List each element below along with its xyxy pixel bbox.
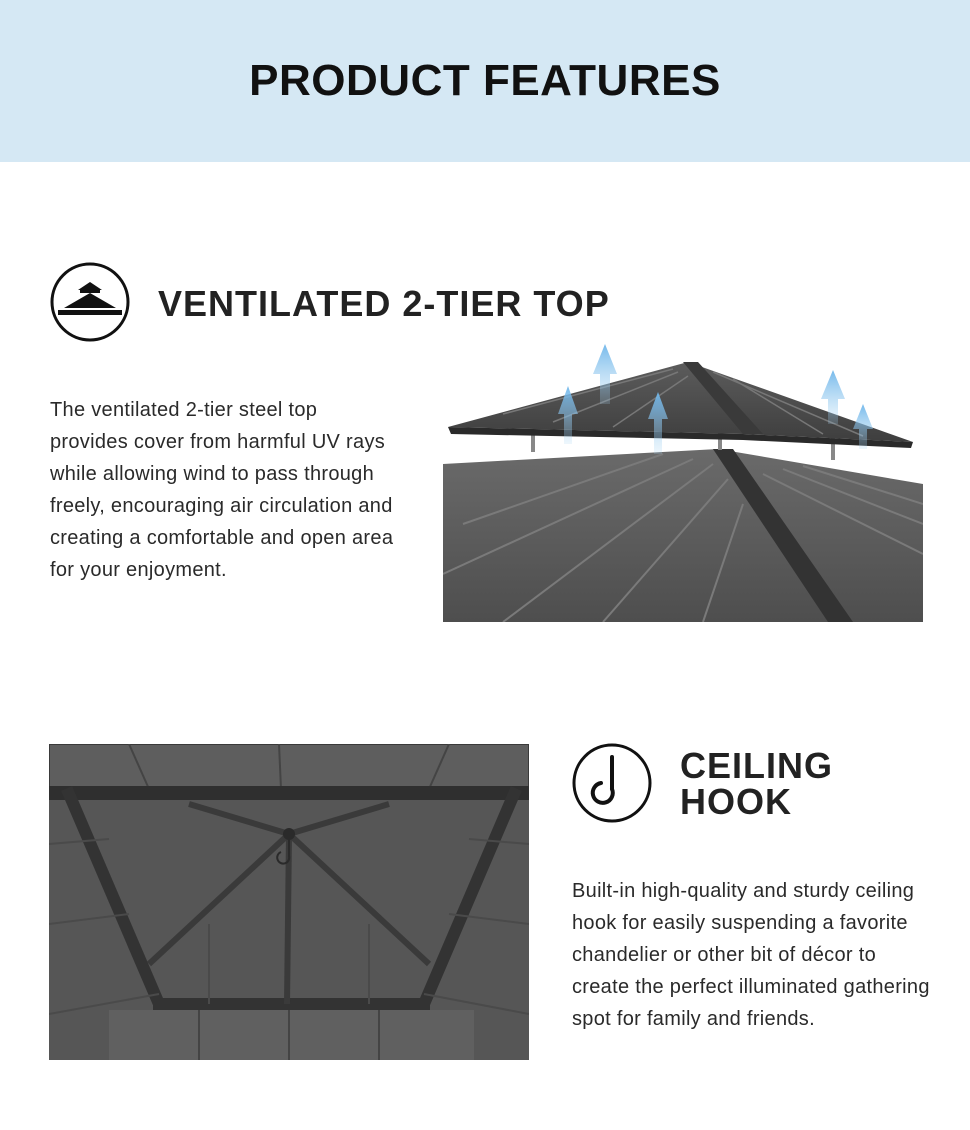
- feature-title-ventilated-top: VENTILATED 2-TIER TOP: [158, 283, 610, 324]
- gazebo-roof-photo: [443, 344, 923, 622]
- header-band: [0, 0, 970, 162]
- gazebo-ceiling-photo: [49, 744, 529, 1060]
- feature-description-ceiling-hook: Built-in high-quality and sturdy ceiling hook for easily suspending a favorite chandelier or other bit of décor to create the perfect illuminated gathering spot for family and friends.: [572, 880, 930, 1030]
- feature-title-ceiling-hook-line2: HOOK: [680, 781, 792, 822]
- feature-title-ceiling-hook-line1: CEILING: [680, 745, 834, 786]
- hook-icon: [572, 743, 652, 823]
- feature-description-ventilated-top: The ventilated 2-tier steel top provides cover from harmful UV rays while allowing wind to pass through freely, encouraging air circulation and creating a comfortable and open area for your enjoyment.: [50, 399, 394, 581]
- page-title: PRODUCT FEATURES: [249, 56, 721, 105]
- two-tier-roof-icon: [50, 262, 130, 342]
